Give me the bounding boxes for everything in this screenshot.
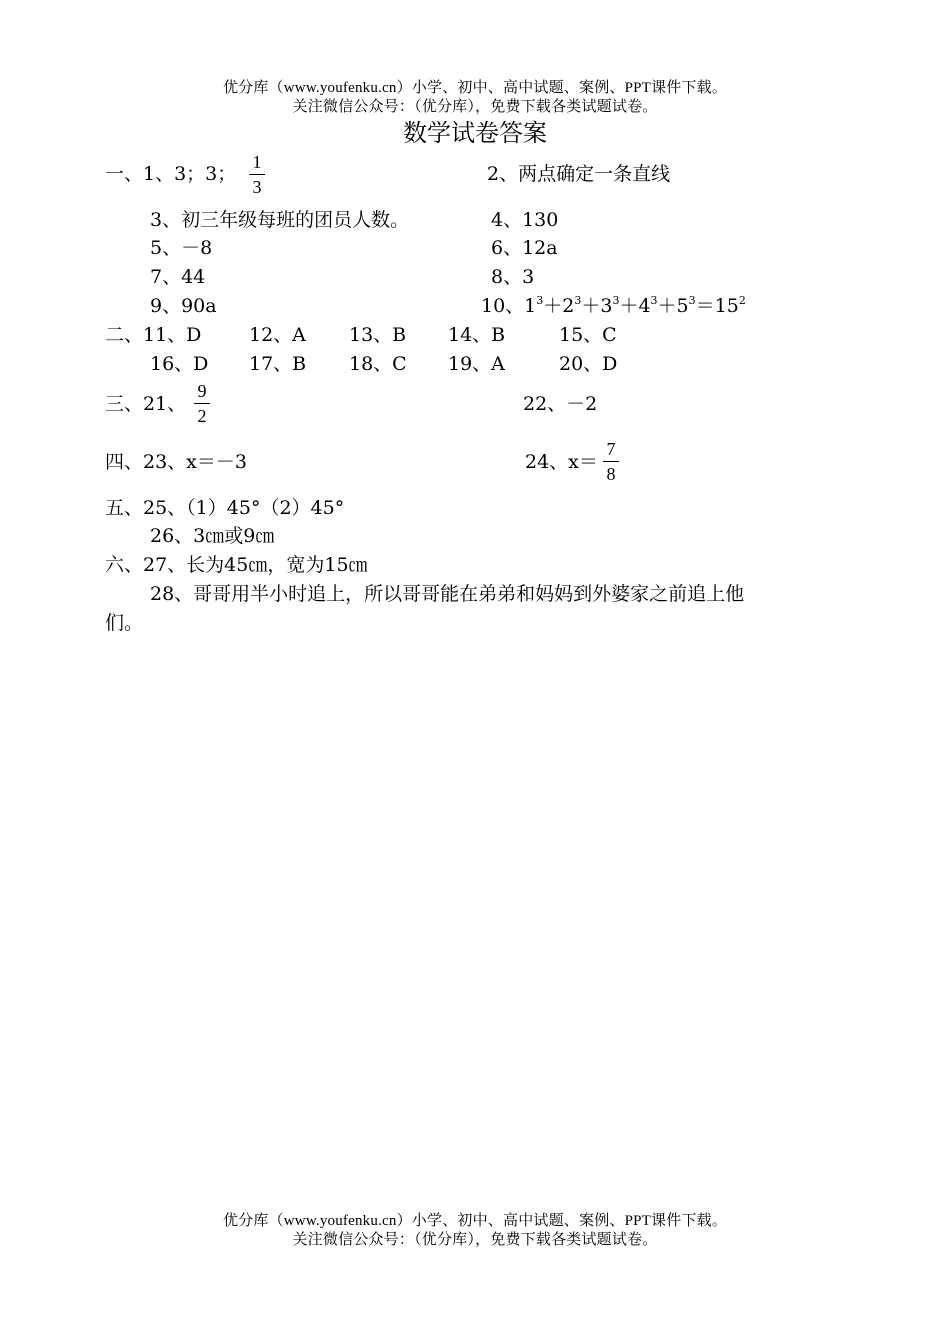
answer-28-line-1: 28、哥哥用半小时追上，所以哥哥能在弟弟和妈妈到外婆家之前追上他 (150, 583, 745, 605)
answer-6: 6、12a (491, 237, 558, 259)
fraction-numerator: 9 (197, 381, 207, 401)
answer-10-prefix: 10、1 (481, 295, 537, 317)
fraction-numerator: 7 (606, 439, 616, 459)
answer-10-term: ＋3 (581, 295, 613, 317)
exponent: 3 (536, 294, 544, 307)
answer-10-term: ＋5 (657, 295, 689, 317)
answer-13: 13、B (349, 324, 407, 346)
answer-27: 六、27、长为45㎝，宽为15㎝ (105, 554, 368, 576)
answer-9: 9、90a (150, 295, 217, 317)
answer-24: 24、x＝ (525, 451, 598, 473)
fraction-denominator: 2 (197, 406, 207, 426)
exponent: 3 (650, 294, 658, 307)
answer-10-term: ＋2 (543, 295, 575, 317)
answer-20: 20、D (559, 353, 618, 375)
exponent: 2 (738, 294, 746, 307)
answer-10-result: ＝15 (695, 295, 739, 317)
answer-10 (481, 294, 746, 318)
exponent: 3 (612, 294, 620, 307)
header-line-1: 优分库（www.youfenku.cn）小学、初中、高中试题、案例、PPT课件下载。 (222, 80, 728, 96)
answer-15: 15、C (559, 324, 617, 346)
header-line-2: 关注微信公众号：（优分库），免费下载各类试题试卷。 (292, 99, 658, 115)
fraction-1-3 (246, 152, 268, 197)
footer-line-1: 优分库（www.youfenku.cn）小学、初中、高中试题、案例、PPT课件下载。 (222, 1213, 728, 1229)
fraction-9-2 (191, 381, 213, 426)
fraction-7-8 (600, 439, 622, 484)
answer-26: 26、3㎝或9㎝ (150, 525, 275, 547)
answer-21: 三、21、 (105, 393, 187, 415)
fraction-numerator: 1 (252, 152, 262, 172)
answer-22: 22、－2 (523, 393, 598, 415)
fraction-bar (249, 174, 265, 175)
fraction-bar (194, 403, 210, 404)
answer-11: 二、11、D (105, 324, 202, 346)
fraction-denominator: 3 (252, 177, 262, 197)
footer-line-2: 关注微信公众号：（优分库），免费下载各类试题试卷。 (292, 1232, 658, 1248)
answer-28-line-2: 们。 (105, 612, 144, 634)
answer-1: 一、1、3；3； (105, 163, 237, 185)
fraction-bar (603, 461, 619, 462)
answer-18: 18、C (349, 353, 407, 375)
answer-7: 7、44 (150, 266, 206, 288)
exponent: 3 (688, 294, 696, 307)
page-title: 数学试卷答案 (403, 119, 547, 147)
exponent: 3 (574, 294, 582, 307)
answer-23: 四、23、x＝－3 (105, 451, 247, 473)
answer-12: 12、A (249, 324, 306, 346)
answer-10-term: ＋4 (619, 295, 651, 317)
answer-17: 17、B (249, 353, 307, 375)
fraction-denominator: 8 (606, 464, 616, 484)
answer-5: 5、－8 (150, 237, 213, 259)
answer-16: 16、D (150, 353, 209, 375)
answer-3: 3、初三年级每班的团员人数。 (150, 209, 410, 231)
answer-25: 五、25、（1）45°（2）45° (105, 497, 345, 519)
answer-14: 14、B (448, 324, 506, 346)
answer-2: 2、两点确定一条直线 (487, 163, 671, 185)
answer-19: 19、A (448, 353, 505, 375)
answer-8: 8、3 (491, 266, 535, 288)
answer-4: 4、130 (491, 209, 559, 231)
